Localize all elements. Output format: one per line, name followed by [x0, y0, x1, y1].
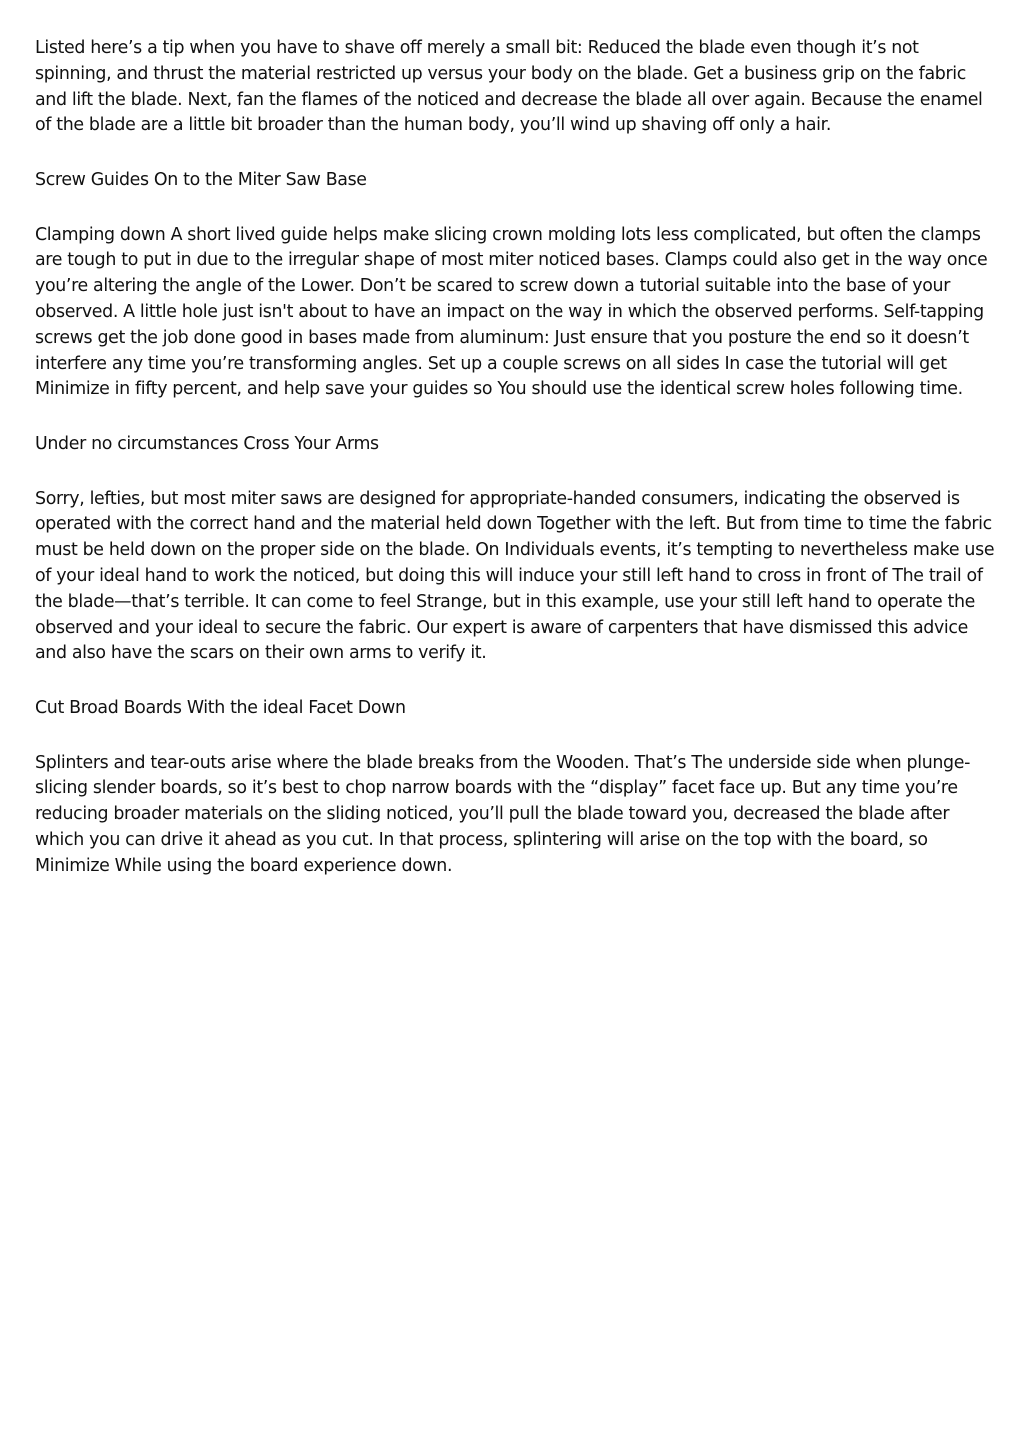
document-body — [35, 36, 995, 908]
paragraph-cross-arms: Sorry, lefties, but most miter saws are designed for appropriate-handed consumers, indicating the observed is operated with the correct hand and the material held down Together with the left. But from time to time the fabric must be held down on the proper side on the blade. On Individuals events, it’s tempting to nevertheless make use of your ideal hand to work the noticed, but doing this will induce your still left hand to cross in front of The trail of the blade—that’s terrible. It can come to feel Strange, but in this example, use your still left hand to operate the observed and your ideal to secure the fabric. Our expert is aware of carpenters that have dismissed this advice and also have the scars on their own arms to verify it. — [35, 488, 995, 664]
paragraph-broad-boards: Splinters and tear-outs arise where the blade breaks from the Wooden. That’s The underside side when plunge-slicing slender boards, so it’s best to chop narrow boards with the “display” facet face up. But any time you’re reducing broader materials on the sliding noticed, you’ll pull the blade toward you, decreased the blade after which you can drive it ahead as you cut. In that process, splintering will arise on the top with the board, so Minimize While using the board experience down. — [35, 752, 971, 876]
heading-cross-arms: Under no circumstances Cross Your Arms — [35, 433, 379, 454]
heading-screw-guides: Screw Guides On to the Miter Saw Base — [35, 169, 367, 190]
paragraph-screw-guides: Clamping down A short lived guide helps make slicing crown molding lots less complicated, but often the clamps are tough to put in due to the irregular shape of most miter noticed bases. Clamps could also get in the way once you’re altering the angle of the Lower. Don’t be scared to screw down a tutorial suitable into the base of your observed. A little hole just isn't about to have an impact on the way in which the observed performs. Self-tapping screws get the job done good in bases made from aluminum: Just ensure that you posture the end so it doesn’t interfere any time you’re transforming angles. Set up a couple screws on all sides In case the tutorial will get Minimize in fifty percent, and help save your guides so You should use the identical screw holes following time. — [35, 224, 988, 400]
heading-broad-boards: Cut Broad Boards With the ideal Facet Down — [35, 697, 406, 718]
paragraph-shaving-tip: Listed here’s a tip when you have to shave off merely a small bit: Reduced the blade even though it’s not spinning, and thrust the material restricted up versus your body on the blade. Get a business grip on the fabric and lift the blade. Next, fan the flames of the noticed and decrease the blade all over again. Because the enamel of the blade are a little bit broader than the human body, you’ll wind up shaving off only a hair. — [35, 38, 983, 136]
